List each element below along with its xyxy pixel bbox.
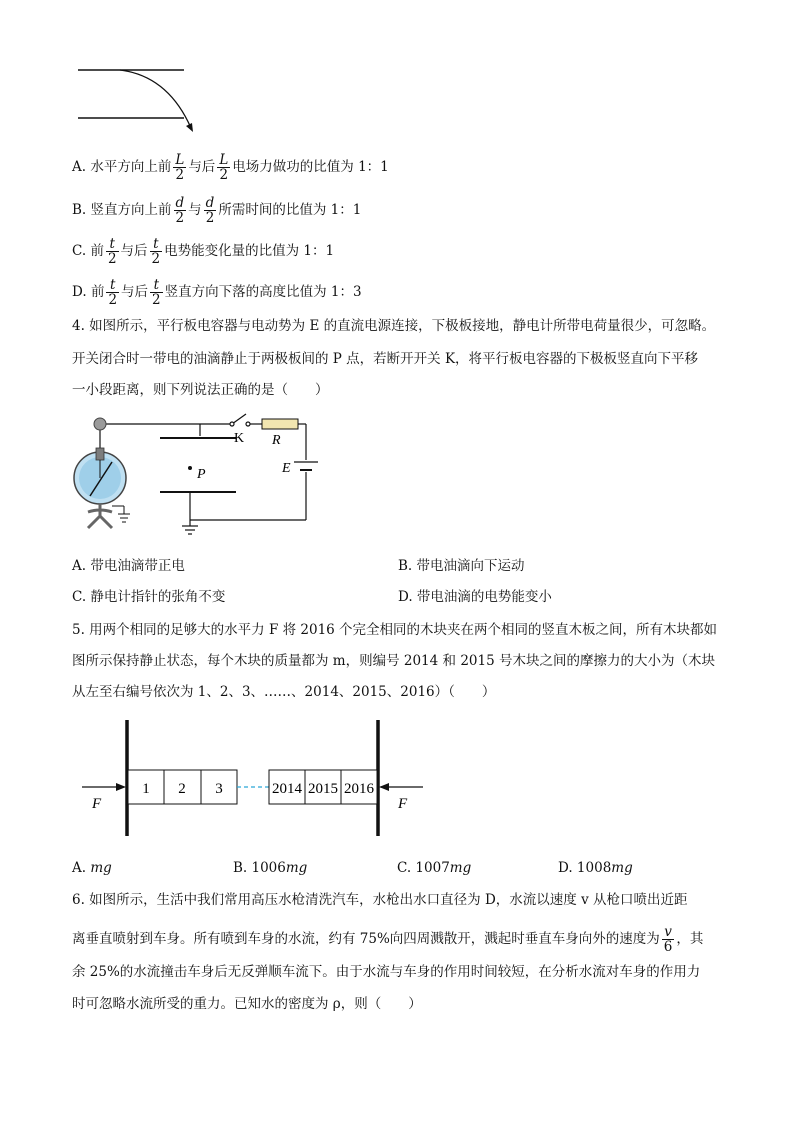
q6-line2: 离垂直喷射到车身。所有喷到车身的水流，约有 75%向四周溅散开，溅起时垂直车身向外的速度为 $\frac{v}{6}$ ，其	[72, 924, 704, 955]
q5-option-b: B. 1006mg	[233, 860, 308, 876]
label-E: E	[282, 461, 291, 476]
label-K: K	[234, 431, 245, 446]
q4-option-d: D. 带电油滴的电势能变小	[398, 589, 552, 605]
q5-option-d: D. 1008mg	[558, 860, 633, 876]
label-P: P	[197, 467, 206, 482]
q5-line1: 5. 用两个相同的足够大的水平力 F 将 2016 个完全相同的木块夹在两个相同的竖直木板之间，所有木块都如	[72, 622, 718, 638]
block-1: 1	[142, 781, 150, 797]
q3-option-a: A. 水平方向上前 $\frac{L}{2}$ 与后 $\frac{L}{2}$ 电场力做功的比值为 1：1	[72, 152, 389, 183]
q5-line2: 图所示保持静止状态，每个木块的质量都为 m，则编号 2014 和 2015 号木块之间的摩擦力的大小为（木块	[72, 653, 715, 669]
block-2015: 2015	[308, 781, 338, 797]
q5-line3: 从左至右编号依次为 1、2、3、……、2014、2015、2016）（ ）	[72, 684, 496, 700]
q4-line3: 一小段距离，则下列说法正确的是（ ）	[72, 382, 329, 398]
q6-line3: 余 25%的水流撞击车身后无反弹顺车流下。由于水流与车身的作用时间较短，在分析水流对车身的作用力	[72, 964, 701, 980]
q4-option-b: B. 带电油滴向下运动	[398, 558, 525, 574]
q3-option-d: D. 前 $\frac{t}{2}$ 与后 $\frac{t}{2}$ 竖直方向下落的高度比值为 1：3	[72, 277, 362, 308]
label-F-left: F	[92, 796, 102, 812]
block-2016: 2016	[344, 781, 374, 797]
q4-line2: 开关闭合时一带电的油滴静止于两极板间的 P 点，若断开开关 K，将平行板电容器的下极板竖直向下平移	[72, 351, 699, 367]
force-arrow-right	[379, 783, 389, 791]
q5-option-a: A. mg	[72, 860, 112, 876]
q4-option-c: C. 静电计指针的张角不变	[72, 589, 226, 605]
q5-option-c: C. 1007mg	[397, 860, 472, 876]
block-2: 2	[178, 781, 186, 797]
q4-line1: 4. 如图所示，平行板电容器与电动势为 E 的直流电源连接，下极板接地，静电计所带电荷量很少，可忽略。	[72, 318, 716, 334]
q3-option-c: C. 前 $\frac{t}{2}$ 与后 $\frac{t}{2}$ 电势能变化量的比值为 1：1	[72, 236, 335, 267]
label-F-right: F	[398, 796, 408, 812]
q4-option-a: A. 带电油滴带正电	[72, 558, 185, 574]
force-arrow-left	[116, 783, 126, 791]
q3-option-b: B. 竖直方向上前 $\frac{d}{2}$ 与 $\frac{d}{2}$ 所需时间的比值为 1：1	[72, 195, 362, 226]
label-R: R	[272, 433, 281, 448]
q6-line4: 时可忽略水流所受的重力。已知水的密度为 ρ，则（ ）	[72, 996, 422, 1012]
block-2014: 2014	[272, 781, 302, 797]
block-3: 3	[215, 781, 223, 797]
q6-line1: 6. 如图所示，生活中我们常用高压水枪清洗汽车，水枪出水口直径为 D，水流以速度 v 从枪口喷出近距	[72, 892, 688, 908]
